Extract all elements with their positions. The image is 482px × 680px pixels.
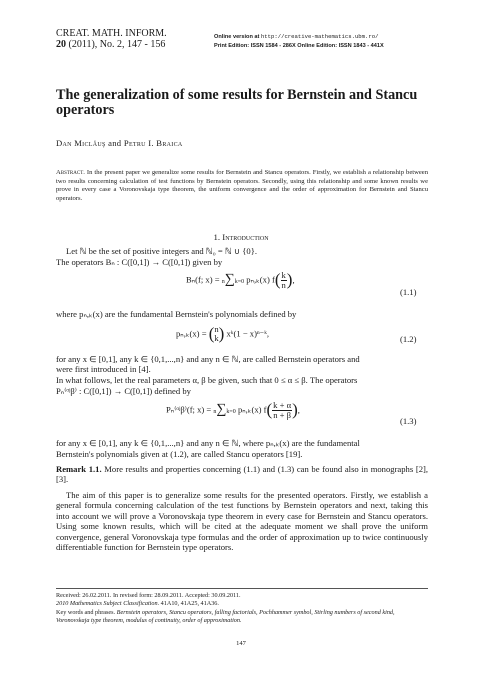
aim-paragraph: The aim of this paper is to generalize some results for the presented operators. Firstly, we establish a general formula concerning calculation of the test functions by Bernstein operators and next, taking this into account we will prove a Voronovskaja type theorem in every case for Bernstein and Stancu operators. Using some known results, which will be cited at the adequate moment we shall prove the uniform convergence, general Voronovskaja type formulas and the order of approximation up to twice continuously differentiable function for Bernstein type operators. [56,490,428,553]
remark-text: More results and properties concerning (1.1) and (1.3) can be found also in monographs [2], [3]. [56,464,429,485]
eq2-num: n [214,324,219,334]
keywords [56,609,428,626]
paper-title: The generalization of some results for Bernstein and Stancu operators [56,87,418,118]
intro-line-1: Let ℕ be the set of positive integers and ℕ₀ = ℕ ∪ {0}. [66,246,257,256]
sum-symbol-2 [213,404,235,416]
paren-right: ) [286,270,293,289]
authors [56,138,183,148]
paren-left-3: ( [266,400,273,419]
intro-line-2: The operators Bₙ : C([0,1]) → C([0,1]) given by [56,257,223,267]
print-edition: Print Edition: ISSN 1584 - 286X Online Edition: ISSN 1843 - 441X [214,43,384,49]
binom-right: ) [218,324,225,343]
author-1: Dan Miclăuş [56,138,106,148]
sum-symbol [222,274,244,286]
eq-tag-1-1: (1.1) [400,287,417,297]
received-dates: Received: 26.02.2011. In revised form: 28.09.2011. Accepted: 30.09.2011. [56,592,241,599]
eq1-body: pₙ,ₖ(x) f [246,274,275,285]
text-after-eq1: where pₙ,ₖ(x) are the fundamental Bernstein's polynomials defined by [56,309,297,319]
msc-label: 2010 Mathematics Subject Classification. [56,600,160,608]
sigma-icon-2: ∑ [216,402,227,417]
text-after-eq3-a: for any x ∈ [0,1], any k ∈ {0,1,...,n} and any n ∈ ℕ, where pₙ,ₖ(x) are the fundamental [56,438,360,448]
authors-and: and [105,138,124,148]
eq3-num: k + α [273,399,292,410]
text-after-eq2-b: were first introduced in [4]. [56,364,151,374]
paren-right-3: ) [292,400,298,419]
eq3-lhs: Pₙ⁽ᵅʲβ⁾(f; x) = [166,404,212,415]
sigma-icon: ∑ [224,272,235,287]
keywords-label: Key words and phrases. [56,608,116,616]
eq2-den: k [214,333,219,343]
section-heading: 1. Introduction [213,232,269,242]
eq1-den: n [281,279,286,290]
journal-header [56,28,167,50]
binom-left: ( [208,324,215,343]
text-after-eq2-a: for any x ∈ [0,1], any k ∈ {0,1,...,n} and any n ∈ ℕ, are called Bernstein operators and [56,354,360,364]
eq3-fraction [272,401,292,420]
eq3-body: pₙ,ₖ(x) f [237,404,267,415]
eq1-num: k [281,269,286,280]
keywords-text: Bernstein operators, Stancu operators, falling factorials, Pochhammer symbol, Stirling numbers of second kind, Voronovskaja type theorem, modulus of continuity, order of approximation. [56,608,395,624]
equation-1-2 [176,324,269,344]
footnote-rule [56,588,428,589]
footnotes [56,592,428,625]
eq1-lhs: Bₙ(f; x) = [186,274,220,285]
remark-1-1 [56,464,428,485]
sum-top: n [221,279,225,285]
eq2-rest: xᵏ(1 − x)ⁿ⁻ᵏ, [226,328,270,339]
abstract-text: In the present paper we generalize some results for Bernstein and Stancu operators. Firstly, we establish a relationship between two results concerning calculation of test functions by Bernstein operators. Secondly, using this relationship and some known results we prove in every case a Voronovskaja type theorem, the uniform convergence and the order of approximation for Bernstein and Stancu operators. [56,169,428,202]
sum-top-2: n [213,409,217,415]
online-url: http://creative-mathematics.ubm.ro/ [260,33,379,40]
abstract [56,169,428,203]
sum-bottom: k=0 [234,279,245,285]
abstract-label: Abstract. [56,169,85,176]
text-after-eq2-d: Pₙ⁽ᵅʲβ⁾ : C([0,1]) → C([0,1]) defined by [56,386,191,396]
journal-issue [56,39,167,50]
paren-left: ( [274,270,281,289]
msc-classification [56,600,428,608]
journal-name: CREAT. MATH. INFORM. [56,28,167,39]
journal-issue-rest: (2011), No. 2, 147 - 156 [66,39,166,50]
journal-volume: 20 [56,39,66,50]
journal-edition-info [214,32,384,51]
eq-tag-1-2: (1.2) [400,334,417,344]
eq2-lhs: pₙ,ₖ(x) = [176,328,207,339]
text-after-eq3-b: Bernstein's polynomials given at (1.2), are called Stancu operators [19]. [56,449,303,459]
msc-codes: 41A10, 41A25, 41A36. [159,600,219,608]
online-prefix: Online version at [214,34,261,40]
online-version [214,32,384,42]
eq3-den: n + β [273,409,292,420]
eq-tag-1-3: (1.3) [400,416,417,426]
page-number: 147 [236,640,246,647]
remark-label: Remark 1.1. [56,464,102,474]
equation-1-3: Pₙ⁽ᵅʲβ⁾(f; x) = n∑k=0 pₙ,ₖ(x) f( $\frac{k + \alpha}{n + \beta}$ ), [166,399,300,420]
text-after-eq2-c: In what follows, let the real parameters α, β be given, such that 0 ≤ α ≤ β. The operators [56,375,358,385]
equation-1-1: Bₙ(f; x) = n∑k=0 pₙ,ₖ(x) f( $\frac{k}{n}$ ), [186,269,295,290]
author-2: Petru I. Braica [123,138,183,148]
sum-bottom-2: k=0 [226,409,236,415]
